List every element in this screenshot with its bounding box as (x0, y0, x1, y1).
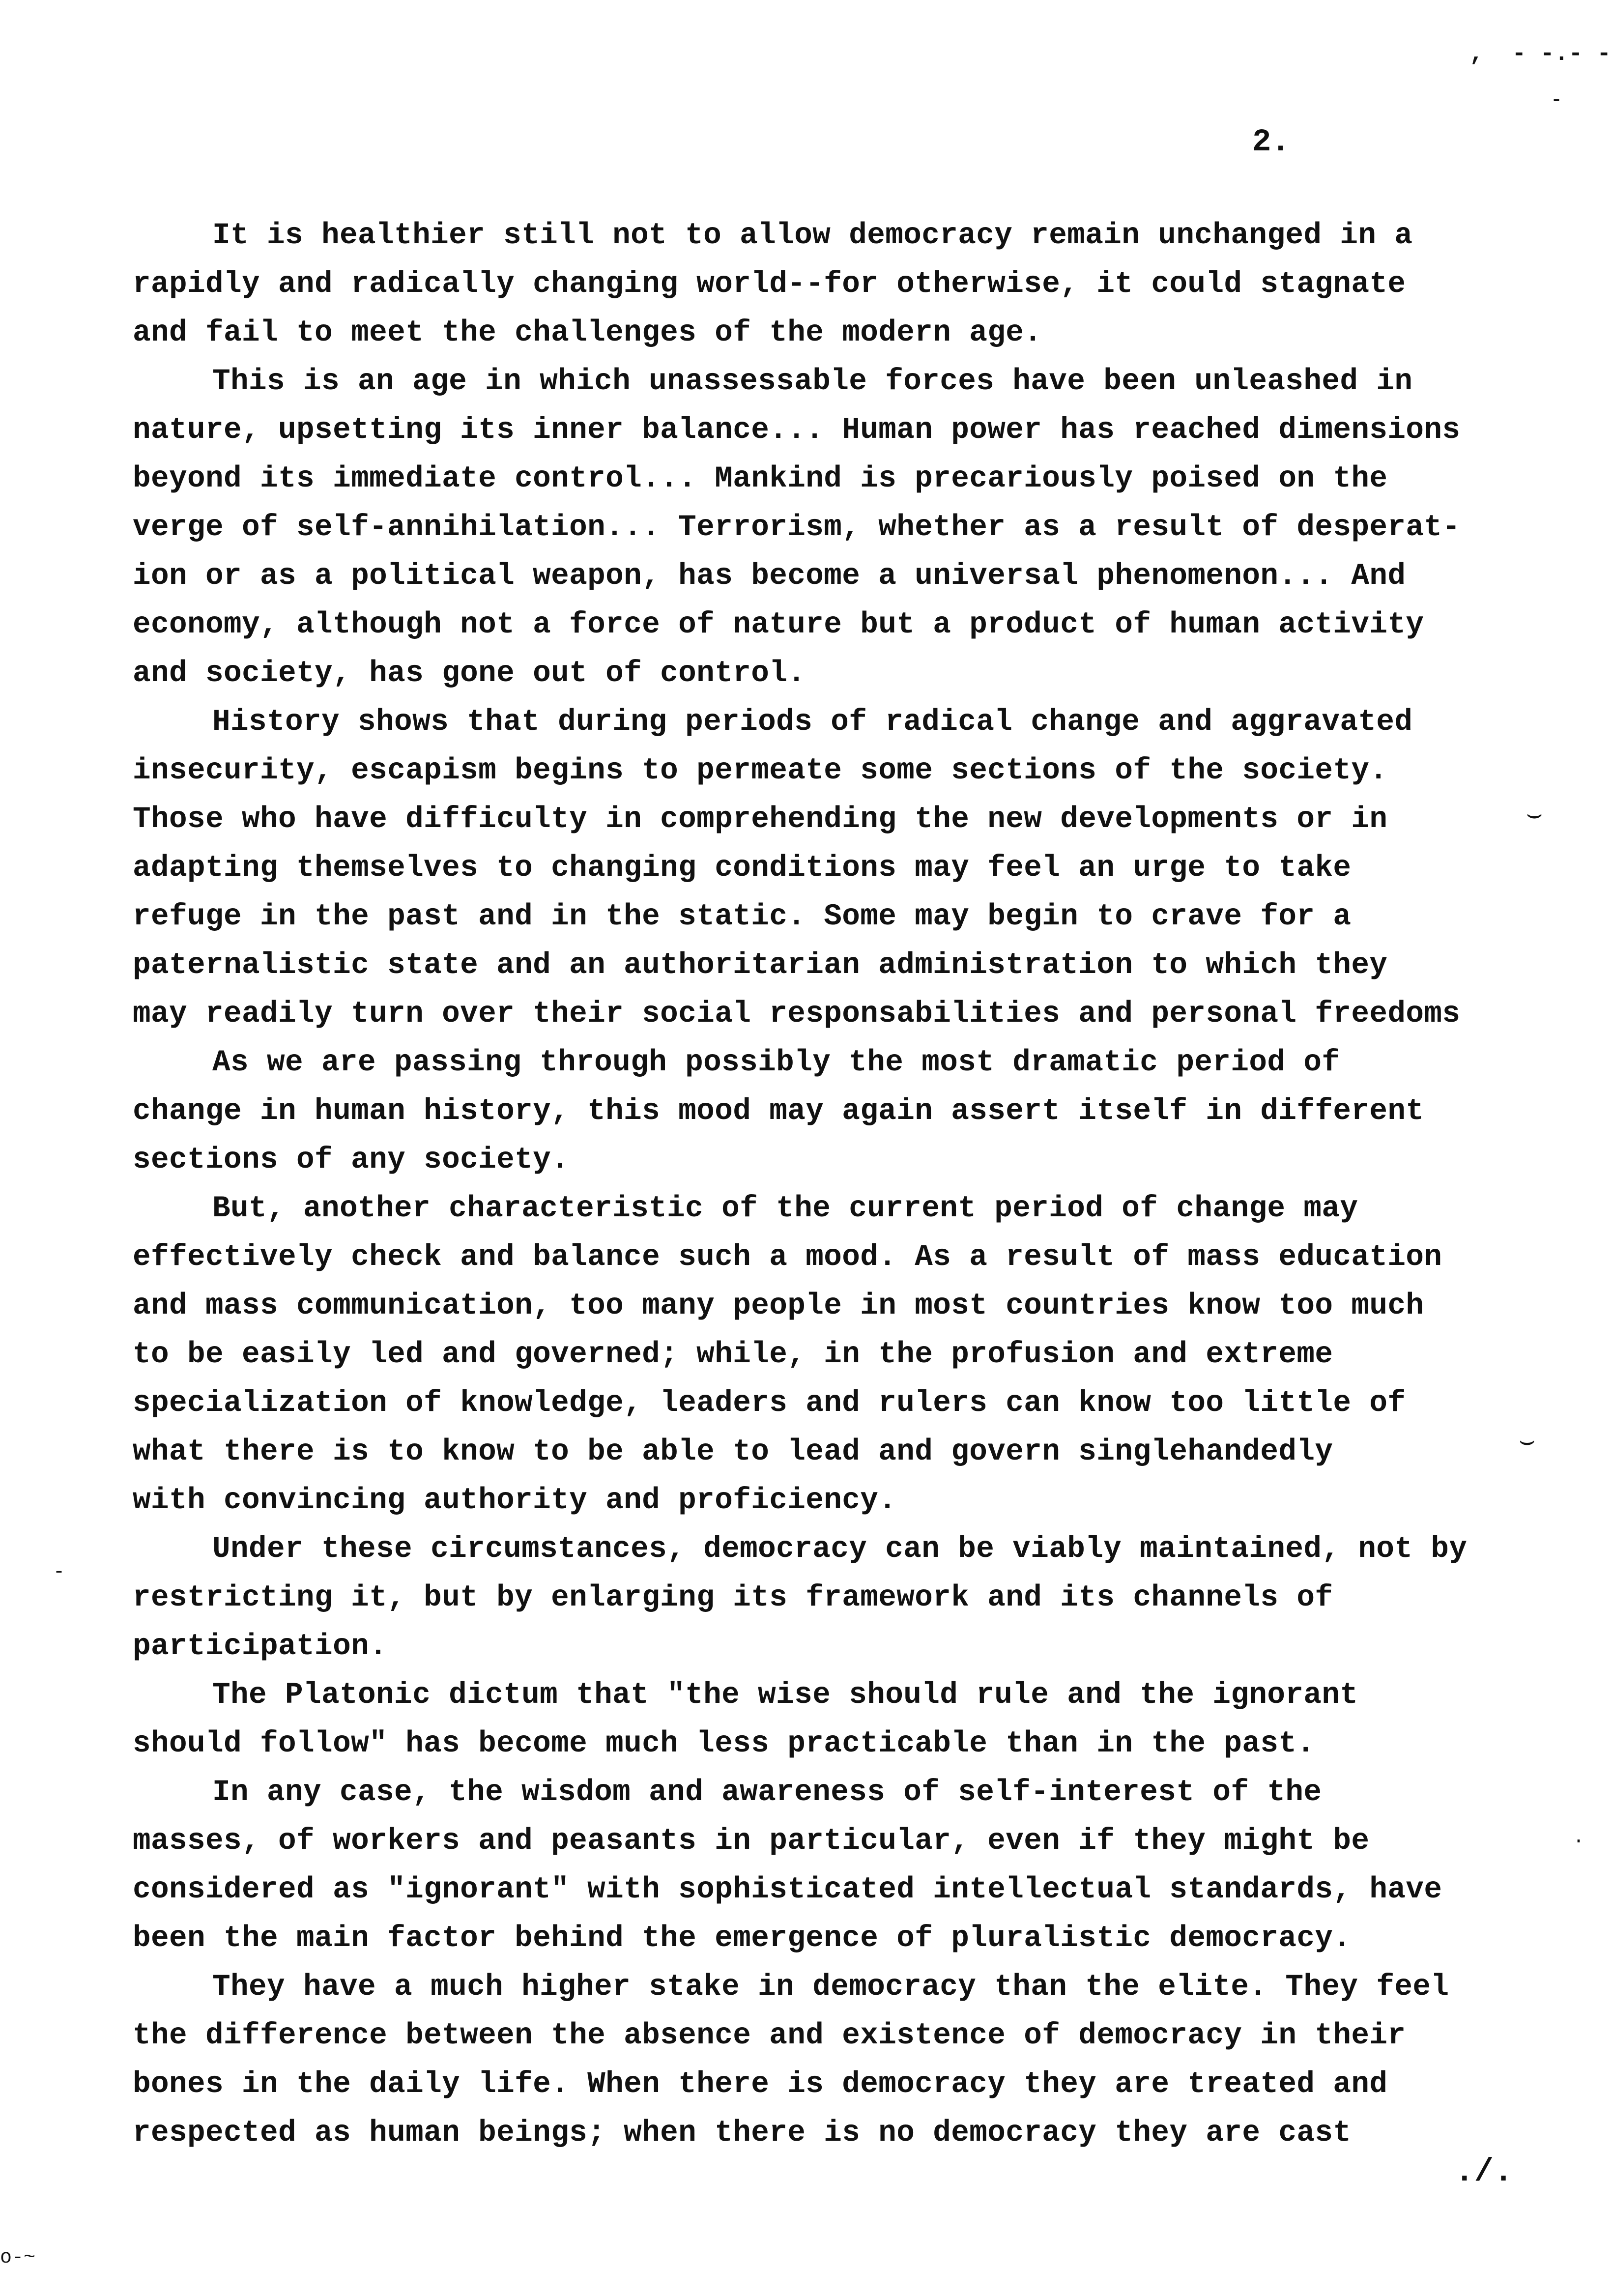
text-line: what there is to know to be able to lead and govern singlehandedly (133, 1435, 1333, 1469)
margin-caret-mark: ⌣ (1526, 801, 1543, 830)
continuation-mark: ./. (1455, 2153, 1513, 2190)
text-line: rapidly and radically changing world--for otherwise, it could stagnate (133, 267, 1406, 301)
text-line: may readily turn over their social responsabilities and personal freedoms (133, 997, 1461, 1031)
text-line: restricting it, but by enlarging its framework and its channels of (133, 1581, 1333, 1615)
text-line: Those who have difficulty in comprehending the new developments or in (133, 803, 1388, 836)
text-line: In any case, the wisdom and awareness of self-interest of the (212, 1776, 1322, 1809)
text-line: insecurity, escapism begins to permeate some sections of the society. (133, 754, 1388, 788)
text-line: But, another characteristic of the current period of change may (212, 1192, 1358, 1226)
text-line: ion or as a political weapon, has become a universal phenomenon... And (133, 559, 1406, 593)
text-line: considered as "ignorant" with sophisticated intellectual standards, have (133, 1873, 1442, 1907)
text-line: and mass communication, too many people in most countries know too much (133, 1289, 1424, 1323)
corner-pen-dash: - (1551, 89, 1563, 112)
text-line: verge of self-annihilation... Terrorism, whether as a result of desperat- (133, 511, 1461, 545)
text-line: sections of any society. (133, 1143, 570, 1177)
text-line: refuge in the past and in the static. Some may begin to crave for a (133, 900, 1352, 934)
text-line: and fail to meet the challenges of the modern age. (133, 316, 1042, 350)
text-line: nature, upsetting its inner balance... Human power has reached dimensions (133, 413, 1461, 447)
text-line: beyond its immediate control... Mankind is precariously poised on the (133, 462, 1388, 496)
body-text (133, 211, 1583, 2157)
page-number: 2. (1252, 125, 1290, 160)
text-line: economy, although not a force of nature but a product of human activity (133, 608, 1424, 642)
text-line: It is healthier still not to allow democracy remain unchanged in a (212, 219, 1413, 253)
text-line: bones in the daily life. When there is democracy they are treated and (133, 2067, 1388, 2101)
text-line: respected as human beings; when there is no democracy they are cast (133, 2116, 1352, 2150)
text-line: been the main factor behind the emergence of pluralistic democracy. (133, 1922, 1352, 1955)
text-line: should follow" has become much less practicable than in the past. (133, 1727, 1315, 1761)
text-line: As we are passing through possibly the most dramatic period of (212, 1046, 1340, 1080)
margin-caret-mark: ⌣ (1519, 1428, 1536, 1457)
text-line: effectively check and balance such a mood. As a result of mass education (133, 1240, 1442, 1274)
text-line: They have a much higher stake in democracy than the elite. They feel (212, 1970, 1449, 2004)
text-line: paternalistic state and an authoritarian administration to which they (133, 948, 1388, 982)
corner-pen-mark: , - -.- - (1469, 41, 1612, 67)
text-line: specialization of knowledge, leaders and rulers can know too little of (133, 1386, 1406, 1420)
text-line: the difference between the absence and existence of democracy in their (133, 2019, 1406, 2053)
text-line: with convincing authority and proficiency. (133, 1484, 897, 1518)
text-line: to be easily led and governed; while, in the profusion and extreme (133, 1338, 1333, 1372)
text-line: masses, of workers and peasants in particular, even if they might be (133, 1824, 1370, 1858)
bottom-pen-mark: o-~ (0, 2247, 36, 2269)
margin-dash-mark: - (53, 1561, 65, 1583)
text-line: participation. (133, 1630, 388, 1664)
text-line: adapting themselves to changing conditions may feel an urge to take (133, 851, 1352, 885)
text-line: Under these circumstances, democracy can be viably maintained, not by (212, 1532, 1468, 1566)
text-line: The Platonic dictum that "the wise should rule and the ignorant (212, 1678, 1358, 1712)
text-line: change in human history, this mood may again assert itself in different (133, 1094, 1424, 1128)
text-line: and society, has gone out of control. (133, 657, 806, 690)
margin-dot-mark: . (1573, 1827, 1585, 1849)
text-line: This is an age in which unassessable forces have been unleashed in (212, 365, 1413, 399)
text-line: History shows that during periods of radical change and aggravated (212, 705, 1413, 739)
